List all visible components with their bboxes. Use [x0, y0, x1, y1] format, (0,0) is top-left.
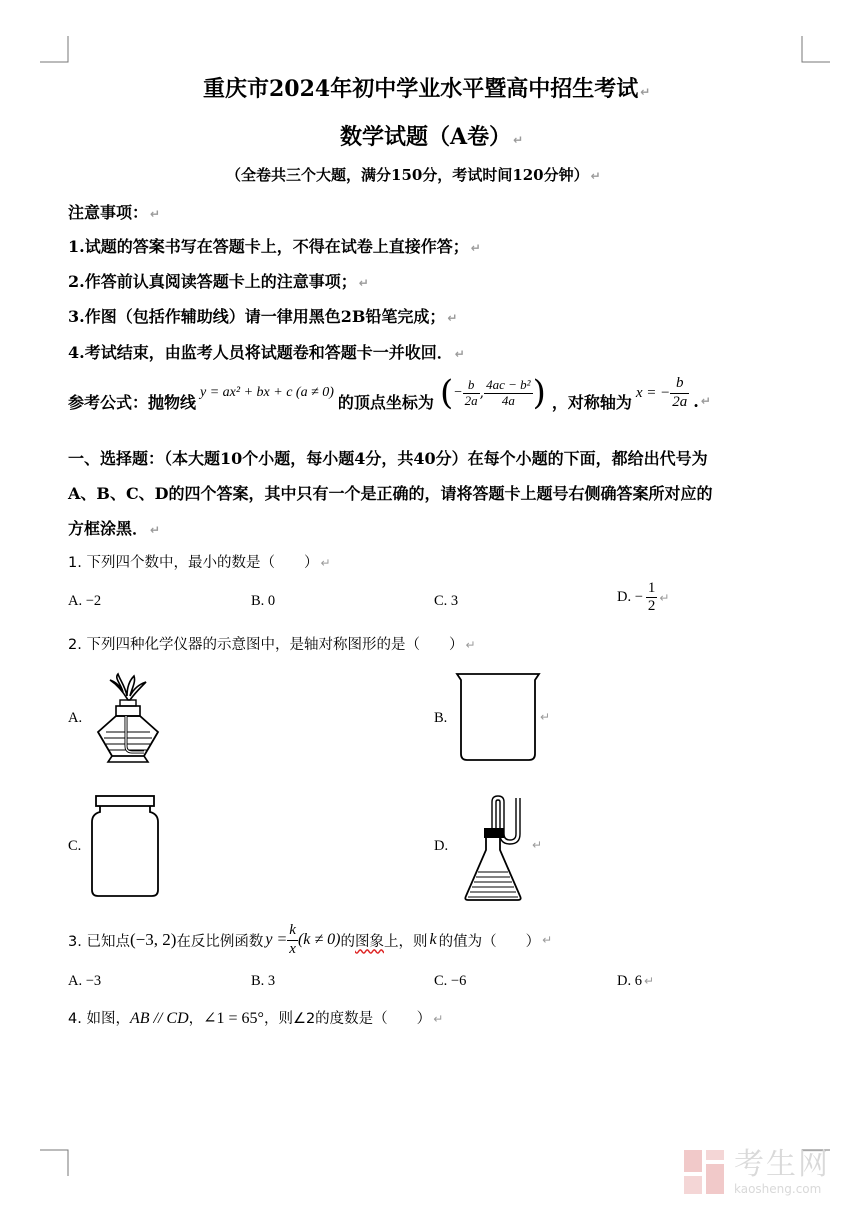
q3-option-b[interactable]: B. 3	[251, 973, 276, 989]
question-1-stem: 1. 下列四个数中，最小的数是（ ） ↵	[68, 555, 331, 571]
conical-flask-figure	[462, 794, 534, 904]
wide-mouth-bottle-figure	[88, 794, 162, 898]
note-item: 2.作答前认真阅读答题卡上的注意事项； ↵	[68, 272, 369, 291]
q1-option-c[interactable]: C. 3	[434, 593, 459, 609]
symmetry-axis: x = − $\frac{b}{2a}$	[635, 375, 688, 410]
corner-mark-top-right	[800, 36, 830, 66]
section-instructions: A、B、C、D的四个答案，其中只有一个是正确的，请将答题卡上题号右侧确答案所对应的	[68, 484, 713, 503]
alcohol-lamp-figure	[92, 672, 164, 766]
corner-mark-bottom-left	[40, 1148, 70, 1178]
parabola-equation: y = ax² + bx + c (a ≠ 0)	[200, 385, 334, 400]
q1-option-a[interactable]: A. −2	[68, 593, 102, 609]
q1-option-d[interactable]: D. − $\frac{1}{2}$ ↵	[617, 580, 670, 615]
section-instructions: 方框涂黑． ↵	[68, 519, 161, 538]
exam-info: （全卷共三个大题，满分150分，考试时间120分钟） ↵	[226, 166, 601, 184]
vertex-coordinates: ( − $\frac{b}{2a}$ , $\frac{\text{4ac − b²}}{4a}$ )	[439, 373, 546, 413]
q3-option-d[interactable]: D. 6 ↵	[617, 973, 655, 989]
q2-option-d[interactable]: D.	[434, 838, 449, 854]
watermark-logo-icon	[682, 1148, 726, 1198]
question-3-stem: 3. 已知点 (−3, 2) 在反比例函数 y = $\frac{k}{x}$ (k ≠ 0) 的 图象 上，则 k 的值为（ ） ↵	[68, 922, 553, 957]
notes-heading: 注意事项： ↵	[68, 203, 161, 222]
watermark: 考生网 kaosheng.com	[682, 1148, 830, 1198]
beaker-figure	[455, 672, 545, 764]
note-item: 1.试题的答案书写在答题卡上，不得在试卷上直接作答； ↵	[68, 237, 481, 256]
exam-title: 重庆市2024年初中学业水平暨高中招生考试 ↵	[203, 76, 651, 102]
question-4-stem: 4. 如图，AB // CD，∠1 = 65°，则∠2的度数是（ ） ↵	[68, 1010, 444, 1027]
section-heading: 一、选择题：（本大题10个小题，每小题4分，共40分）在每个小题的下面，都给出代号为	[68, 449, 708, 468]
exam-subtitle: 数学试题（A卷） ↵	[340, 124, 524, 150]
note-item: 3.作图（包括作辅助线）请一律用黑色2B铅笔完成； ↵	[68, 307, 458, 326]
note-item: 4.考试结束，由监考人员将试题卷和答题卡一并收回． ↵	[68, 343, 465, 362]
question-2-stem: 2. 下列四种化学仪器的示意图中，是轴对称图形的是（ ） ↵	[68, 637, 476, 653]
q2-option-c[interactable]: C.	[68, 838, 82, 854]
q2-option-b[interactable]: B.	[434, 710, 448, 726]
q1-option-b[interactable]: B. 0	[251, 593, 276, 609]
reference-formula: 参考公式：抛物线 y = ax² + bx + c (a ≠ 0) 的顶点坐标为 ( − $\frac{b}{2a}$ , $\frac{\text{4ac − b²}}{4a}$ ) ，对称轴为 x = − $\frac{b}{2a}$ . ↵	[68, 373, 711, 413]
q2-option-a[interactable]: A.	[68, 710, 83, 726]
corner-mark-top-left	[40, 36, 70, 66]
q3-option-c[interactable]: C. −6	[434, 973, 467, 989]
q3-option-a[interactable]: A. −3	[68, 973, 102, 989]
